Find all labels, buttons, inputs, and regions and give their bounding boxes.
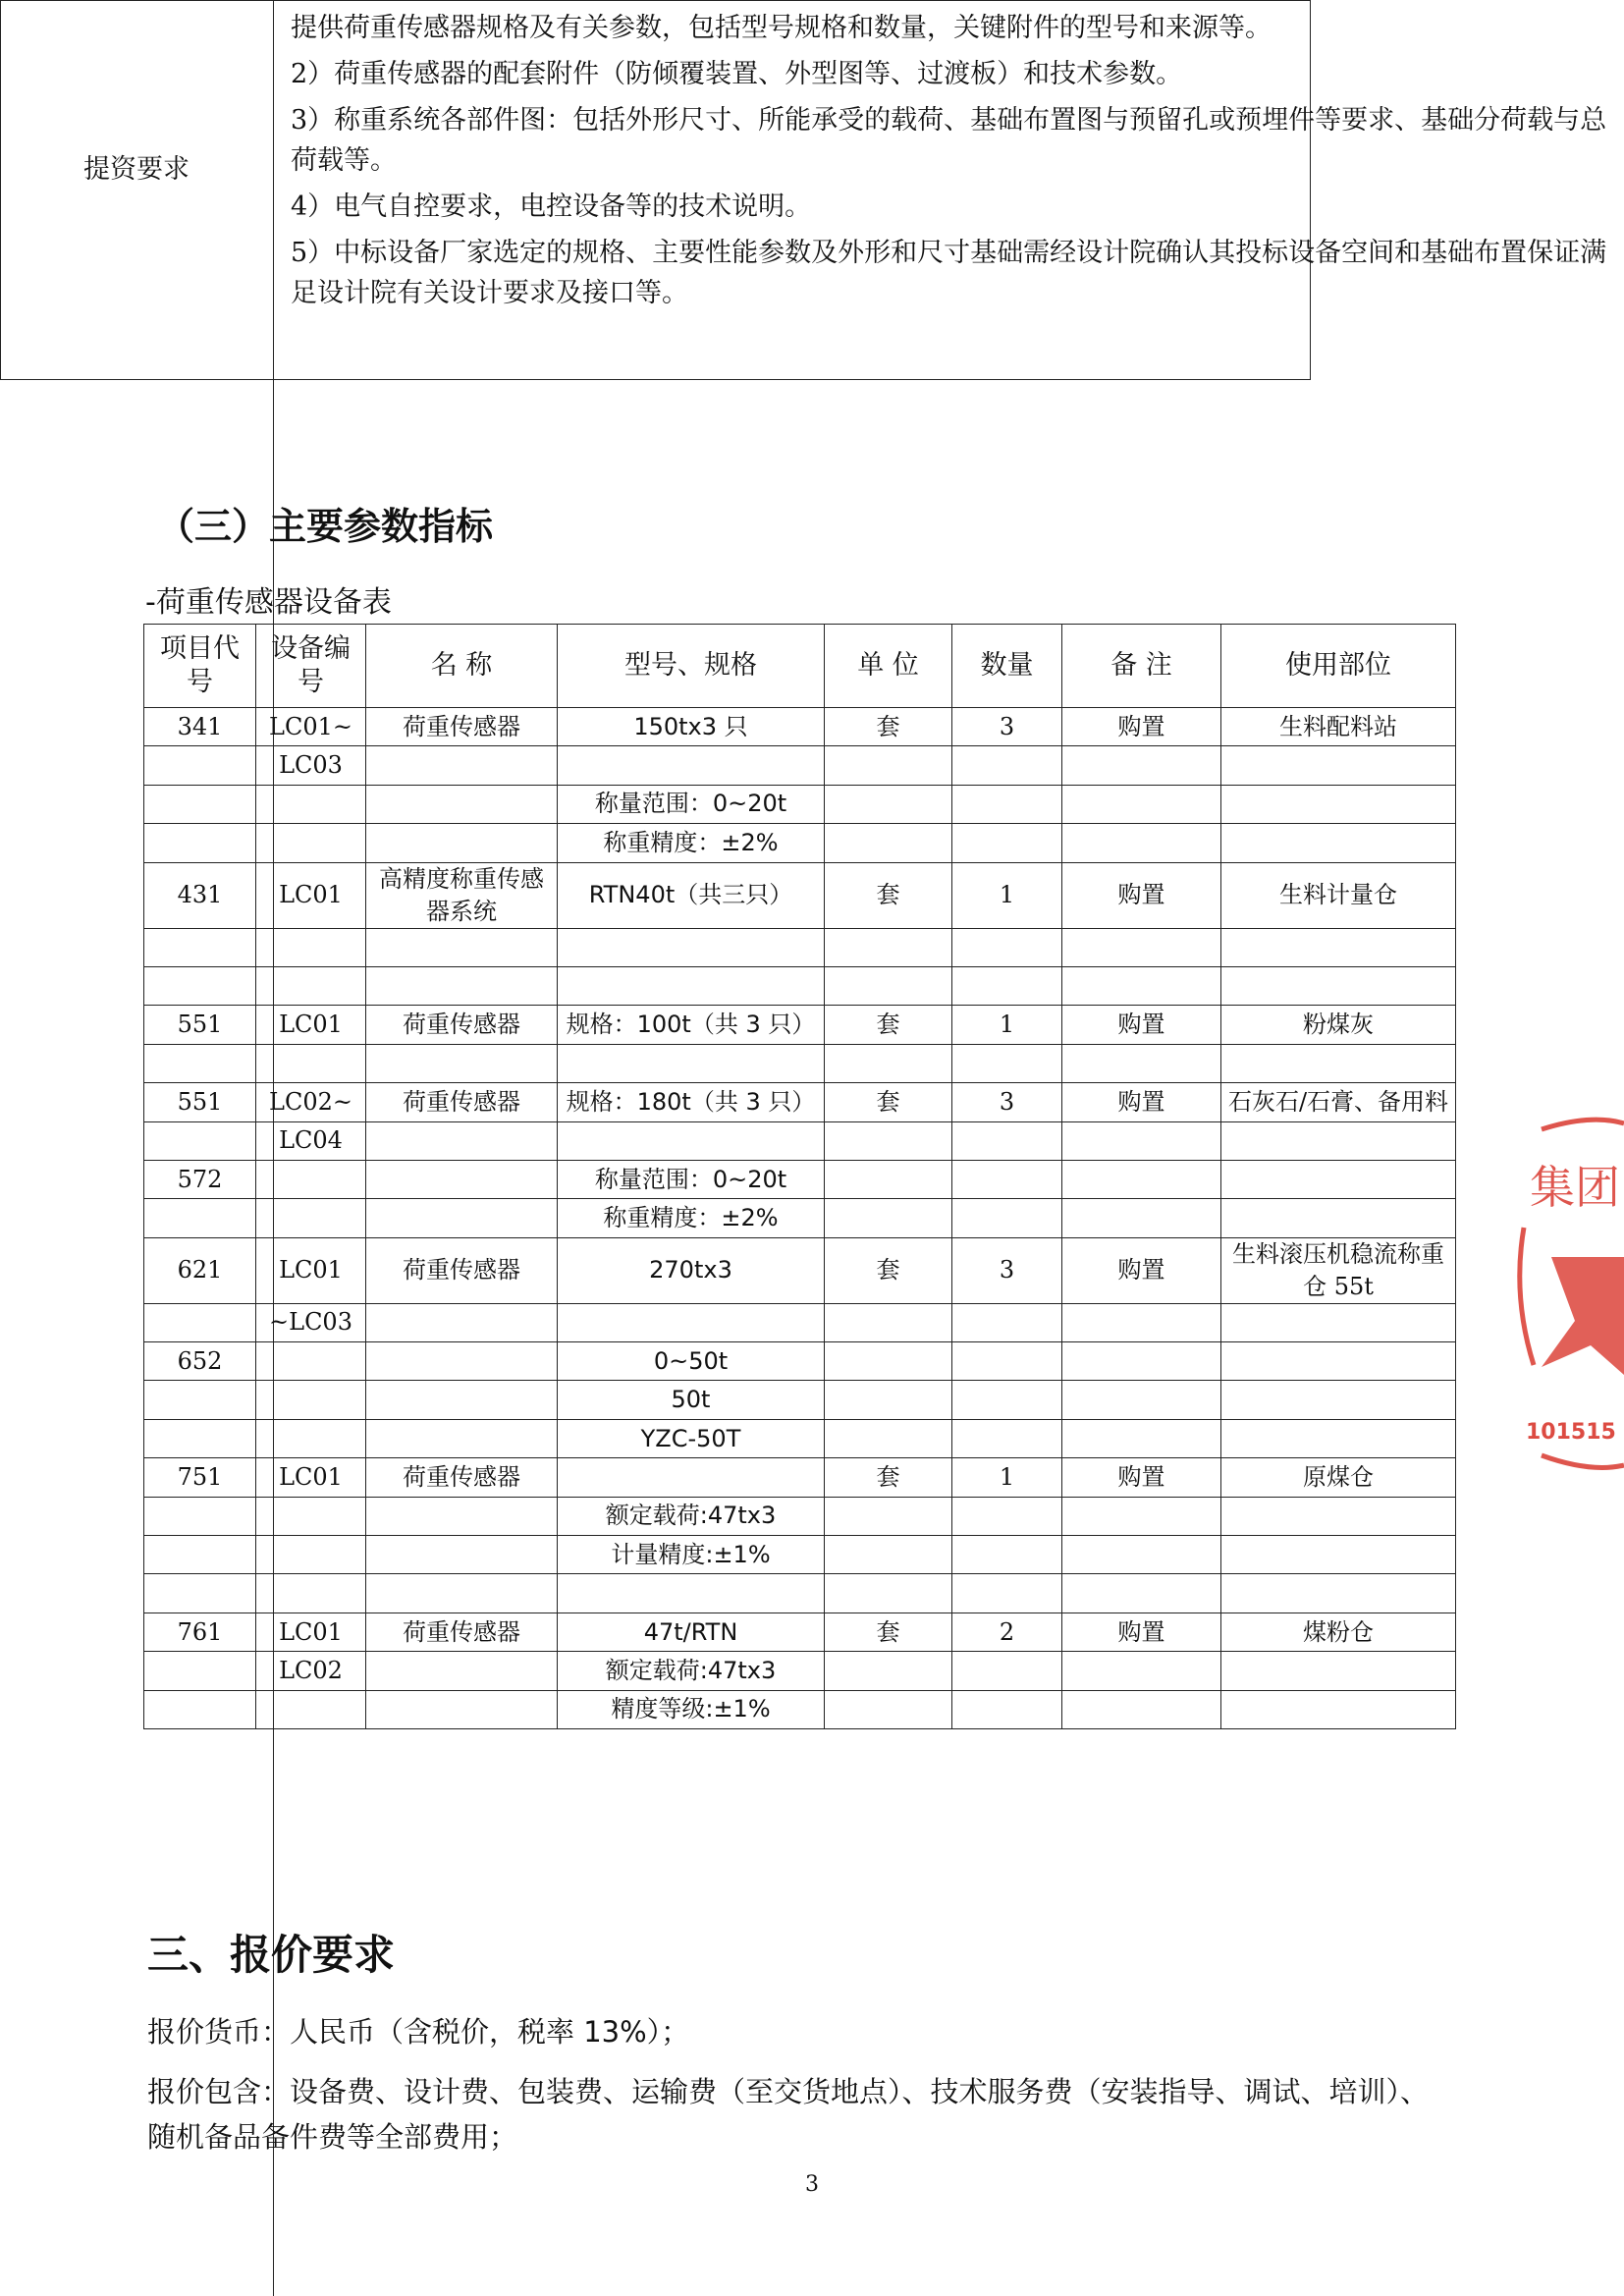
cell-equipment-no: LC02: [256, 1652, 366, 1690]
cell-unit: [825, 824, 952, 862]
cell-model-spec: [558, 928, 825, 966]
cell-location: [1221, 1419, 1456, 1457]
cell-remark: [1062, 966, 1221, 1005]
cell-quantity: 3: [952, 1083, 1062, 1121]
submission-items: [291, 8, 1612, 319]
cell-project-code: 751: [144, 1458, 256, 1497]
cell-location: [1221, 1574, 1456, 1613]
cell-quantity: [952, 1044, 1062, 1082]
seal-text: 集团: [1530, 1161, 1620, 1214]
table-title: -荷重传感器设备表: [145, 585, 392, 620]
section-heading: （三）主要参数指标: [157, 505, 494, 548]
cell-model-spec: 称重精度：±2%: [558, 824, 825, 862]
cell-remark: [1062, 1381, 1221, 1419]
cell-equipment-no: [256, 1574, 366, 1613]
cell-location: [1221, 1121, 1456, 1160]
cell-location: 粉煤灰: [1221, 1006, 1456, 1044]
cell-quantity: [952, 1303, 1062, 1341]
cell-equipment-no: [256, 1342, 366, 1381]
submission-label: 提资要求: [83, 154, 189, 185]
table-row: [144, 928, 1456, 966]
cell-project-code: [144, 966, 256, 1005]
cell-name: [366, 928, 558, 966]
cell-model-spec: 规格：100t（共 3 只）: [558, 1006, 825, 1044]
header-project-code: 项目代号: [144, 625, 256, 708]
cell-equipment-no: [256, 928, 366, 966]
table-row: [144, 862, 1456, 928]
load-cell-equipment-table: [143, 624, 1456, 1729]
table-row: [144, 1199, 1456, 1237]
cell-location: [1221, 785, 1456, 823]
cell-location: [1221, 1652, 1456, 1690]
cell-quantity: [952, 928, 1062, 966]
cell-quantity: [952, 824, 1062, 862]
cell-quantity: [952, 1419, 1062, 1457]
cell-model-spec: 计量精度:±1%: [558, 1536, 825, 1574]
cell-project-code: [144, 1690, 256, 1728]
cell-project-code: [144, 746, 256, 785]
cell-model-spec: 称重精度：±2%: [558, 1199, 825, 1237]
submission-item: 提供荷重传感器规格及有关参数，包括型号规格和数量，关键附件的型号和来源等。: [291, 13, 1272, 43]
cell-equipment-no: [256, 966, 366, 1005]
cell-equipment-no: [256, 1536, 366, 1574]
cell-model-spec: RTN40t（共三只）: [558, 862, 825, 928]
cell-name: [366, 1199, 558, 1237]
table-row: [144, 1574, 1456, 1613]
cell-name: 荷重传感器: [366, 1458, 558, 1497]
cell-unit: 套: [825, 1083, 952, 1121]
cell-location: [1221, 1497, 1456, 1535]
cell-project-code: [144, 1381, 256, 1419]
cell-name: [366, 824, 558, 862]
cell-project-code: 761: [144, 1613, 256, 1651]
cell-quantity: [952, 785, 1062, 823]
cell-name: 荷重传感器: [366, 1237, 558, 1303]
cell-remark: [1062, 928, 1221, 966]
cell-location: [1221, 966, 1456, 1005]
submission-requirements-box: [0, 0, 1607, 380]
cell-model-spec: 称量范围：0~20t: [558, 1160, 825, 1198]
cell-unit: [825, 746, 952, 785]
table-row: [144, 1497, 1456, 1535]
cell-quantity: [952, 1121, 1062, 1160]
cell-unit: 套: [825, 1613, 952, 1651]
cell-unit: 套: [825, 1006, 952, 1044]
cell-remark: [1062, 1574, 1221, 1613]
table-row: [144, 966, 1456, 1005]
cell-model-spec: 额定载荷:47tx3: [558, 1497, 825, 1535]
cell-location: [1221, 1342, 1456, 1381]
table-row: [144, 1536, 1456, 1574]
cell-model-spec: [558, 1458, 825, 1497]
cell-model-spec: 150tx3 只: [558, 708, 825, 746]
cell-unit: 套: [825, 862, 952, 928]
cell-quantity: [952, 1652, 1062, 1690]
cell-location: [1221, 1381, 1456, 1419]
company-seal-stamp: [1512, 1110, 1624, 1483]
table-row: [144, 1342, 1456, 1381]
cell-location: 生料滚压机稳流称重仓 55t: [1221, 1237, 1456, 1303]
table-row: [144, 1613, 1456, 1651]
cell-equipment-no: [256, 1419, 366, 1457]
cell-unit: [825, 1574, 952, 1613]
cell-name: [366, 1381, 558, 1419]
cell-name: [366, 1536, 558, 1574]
cell-location: [1221, 1303, 1456, 1341]
cell-name: [366, 746, 558, 785]
cell-project-code: [144, 1121, 256, 1160]
cell-unit: [825, 1342, 952, 1381]
table-header-row: [144, 625, 1456, 708]
cell-project-code: [144, 1044, 256, 1082]
seal-number: 101515: [1526, 1420, 1616, 1445]
cell-remark: [1062, 1652, 1221, 1690]
cell-quantity: 3: [952, 1237, 1062, 1303]
cell-project-code: [144, 1419, 256, 1457]
cell-quantity: [952, 1497, 1062, 1535]
cell-unit: 套: [825, 708, 952, 746]
cell-name: 荷重传感器: [366, 1613, 558, 1651]
cell-model-spec: 50t: [558, 1381, 825, 1419]
cell-project-code: [144, 1652, 256, 1690]
cell-location: [1221, 1044, 1456, 1082]
cell-name: [366, 1652, 558, 1690]
cell-model-spec: 规格：180t（共 3 只）: [558, 1083, 825, 1121]
cell-name: 荷重传感器: [366, 708, 558, 746]
cell-unit: [825, 1690, 952, 1728]
header-model-spec: 型号、规格: [558, 625, 825, 708]
cell-project-code: 551: [144, 1006, 256, 1044]
cell-location: [1221, 1199, 1456, 1237]
cell-unit: [825, 1303, 952, 1341]
cell-remark: 购置: [1062, 1458, 1221, 1497]
cell-project-code: [144, 785, 256, 823]
cell-remark: [1062, 1121, 1221, 1160]
header-quantity: 数量: [952, 625, 1062, 708]
cell-unit: 套: [825, 1237, 952, 1303]
cell-remark: 购置: [1062, 708, 1221, 746]
cell-equipment-no: LC03: [256, 746, 366, 785]
cell-remark: [1062, 1497, 1221, 1535]
cell-remark: [1062, 1303, 1221, 1341]
cell-quantity: 1: [952, 1458, 1062, 1497]
cell-unit: [825, 1381, 952, 1419]
cell-equipment-no: [256, 824, 366, 862]
cell-name: 荷重传感器: [366, 1006, 558, 1044]
table-row: [144, 1652, 1456, 1690]
cell-project-code: [144, 1199, 256, 1237]
cell-unit: [825, 785, 952, 823]
header-equipment-no: 设备编号: [256, 625, 366, 708]
cell-unit: [825, 1044, 952, 1082]
cell-remark: 购置: [1062, 1237, 1221, 1303]
table-row: [144, 1303, 1456, 1341]
submission-item: 2）荷重传感器的配套附件（防倾覆装置、外型图等、过渡板）和技术参数。: [291, 59, 1183, 89]
cell-name: [366, 1121, 558, 1160]
cell-model-spec: [558, 1303, 825, 1341]
cell-model-spec: [558, 746, 825, 785]
cell-project-code: 341: [144, 708, 256, 746]
cell-project-code: [144, 824, 256, 862]
cell-model-spec: 47t/RTN: [558, 1613, 825, 1651]
cell-model-spec: 270tx3: [558, 1237, 825, 1303]
cell-remark: [1062, 1536, 1221, 1574]
cell-name: [366, 1574, 558, 1613]
cell-remark: [1062, 1690, 1221, 1728]
cell-location: [1221, 928, 1456, 966]
table-row: [144, 1237, 1456, 1303]
cell-equipment-no: LC01: [256, 1613, 366, 1651]
cell-unit: [825, 928, 952, 966]
cell-unit: [825, 1536, 952, 1574]
cell-equipment-no: [256, 1381, 366, 1419]
header-remark: 备 注: [1062, 625, 1221, 708]
cell-project-code: 431: [144, 862, 256, 928]
cell-model-spec: 称量范围：0~20t: [558, 785, 825, 823]
cell-remark: 购置: [1062, 1083, 1221, 1121]
cell-project-code: [144, 1536, 256, 1574]
cell-quantity: 2: [952, 1613, 1062, 1651]
cell-remark: [1062, 1044, 1221, 1082]
cell-project-code: 621: [144, 1237, 256, 1303]
cell-name: [366, 1303, 558, 1341]
cell-location: [1221, 824, 1456, 862]
cell-equipment-no: LC02~: [256, 1083, 366, 1121]
cell-model-spec: [558, 1574, 825, 1613]
cell-project-code: 572: [144, 1160, 256, 1198]
cell-project-code: [144, 1497, 256, 1535]
cell-quantity: [952, 1574, 1062, 1613]
header-name: 名 称: [366, 625, 558, 708]
cell-project-code: 652: [144, 1342, 256, 1381]
header-location: 使用部位: [1221, 625, 1456, 708]
cell-model-spec: 0~50t: [558, 1342, 825, 1381]
cell-location: 石灰石/石膏、备用料: [1221, 1083, 1456, 1121]
cell-name: [366, 1419, 558, 1457]
cell-equipment-no: [256, 1497, 366, 1535]
table-row: [144, 1121, 1456, 1160]
table-row: [144, 1044, 1456, 1082]
quote-includes: 报价包含：设备费、设计费、包装费、运输费（至交货地点）、技术服务费（安装指导、调试、培训）、随机备品备件费等全部费用；: [147, 2075, 1430, 2154]
cell-name: [366, 966, 558, 1005]
cell-remark: [1062, 824, 1221, 862]
cell-quantity: [952, 1160, 1062, 1198]
cell-remark: [1062, 1419, 1221, 1457]
cell-location: [1221, 1160, 1456, 1198]
quote-currency: 报价货币：人民币（含税价，税率 13%）；: [147, 2015, 690, 2049]
cell-model-spec: [558, 1121, 825, 1160]
cell-model-spec: 精度等级:±1%: [558, 1690, 825, 1728]
table-row: [144, 785, 1456, 823]
cell-model-spec: 额定载荷:47tx3: [558, 1652, 825, 1690]
cell-project-code: [144, 1303, 256, 1341]
cell-remark: [1062, 1160, 1221, 1198]
table-row: [144, 1006, 1456, 1044]
cell-location: 原煤仓: [1221, 1458, 1456, 1497]
cell-unit: [825, 1199, 952, 1237]
cell-location: [1221, 1536, 1456, 1574]
cell-equipment-no: LC01~: [256, 708, 366, 746]
cell-unit: 套: [825, 1458, 952, 1497]
cell-equipment-no: LC01: [256, 1458, 366, 1497]
cell-quantity: 1: [952, 1006, 1062, 1044]
table-row: [144, 1083, 1456, 1121]
cell-unit: [825, 1652, 952, 1690]
cell-equipment-no: [256, 785, 366, 823]
cell-unit: [825, 1121, 952, 1160]
table-row: [144, 1381, 1456, 1419]
cell-model-spec: YZC-50T: [558, 1419, 825, 1457]
cell-project-code: [144, 1574, 256, 1613]
table-row: [144, 746, 1456, 785]
cell-name: [366, 1342, 558, 1381]
cell-equipment-no: ~LC03: [256, 1303, 366, 1341]
cell-quantity: [952, 1381, 1062, 1419]
cell-equipment-no: LC04: [256, 1121, 366, 1160]
cell-remark: [1062, 746, 1221, 785]
cell-equipment-no: [256, 1044, 366, 1082]
submission-item: 4）电气自控要求，电控设备等的技术说明。: [291, 191, 812, 222]
cell-equipment-no: [256, 1160, 366, 1198]
cell-location: [1221, 1690, 1456, 1728]
cell-model-spec: [558, 1044, 825, 1082]
table-row: [144, 1419, 1456, 1457]
cell-model-spec: [558, 966, 825, 1005]
cell-unit: [825, 1497, 952, 1535]
cell-name: [366, 1497, 558, 1535]
cell-remark: 购置: [1062, 1613, 1221, 1651]
cell-equipment-no: LC01: [256, 1006, 366, 1044]
cell-equipment-no: LC01: [256, 1237, 366, 1303]
cell-unit: [825, 1419, 952, 1457]
cell-remark: 购置: [1062, 862, 1221, 928]
cell-quantity: [952, 1199, 1062, 1237]
cell-quantity: 1: [952, 862, 1062, 928]
table-row: [144, 1690, 1456, 1728]
table-row: [144, 824, 1456, 862]
cell-name: [366, 1160, 558, 1198]
cell-name: 荷重传感器: [366, 1083, 558, 1121]
table-row: [144, 1160, 1456, 1198]
table-row: [144, 1458, 1456, 1497]
cell-location: [1221, 746, 1456, 785]
cell-location: 生料计量仓: [1221, 862, 1456, 928]
cell-name: 高精度称重传感器系统: [366, 862, 558, 928]
cell-location: 煤粉仓: [1221, 1613, 1456, 1651]
cell-quantity: [952, 746, 1062, 785]
cell-project-code: [144, 928, 256, 966]
cell-quantity: [952, 1342, 1062, 1381]
cell-project-code: 551: [144, 1083, 256, 1121]
submission-item: 3）称重系统各部件图：包括外形尺寸、所能承受的载荷、基础布置图与预留孔或预埋件等要求、基础分荷载与总荷载等。: [291, 105, 1607, 176]
cell-equipment-no: LC01: [256, 862, 366, 928]
submission-item: 5）中标设备厂家选定的规格、主要性能参数及外形和尺寸基础需经设计院确认其投标设备空间和基础布置保证满足设计院有关设计要求及接口等。: [291, 238, 1607, 308]
quote-heading: 三、报价要求: [147, 1931, 396, 1979]
cell-remark: 购置: [1062, 1006, 1221, 1044]
cell-name: [366, 785, 558, 823]
cell-remark: [1062, 1199, 1221, 1237]
table-row: [144, 708, 1456, 746]
cell-quantity: [952, 1536, 1062, 1574]
cell-equipment-no: [256, 1690, 366, 1728]
cell-name: [366, 1044, 558, 1082]
cell-equipment-no: [256, 1199, 366, 1237]
cell-unit: [825, 966, 952, 1005]
cell-remark: [1062, 785, 1221, 823]
cell-unit: [825, 1160, 952, 1198]
header-unit: 单 位: [825, 625, 952, 708]
cell-remark: [1062, 1342, 1221, 1381]
page-number: 3: [805, 2172, 819, 2197]
cell-quantity: 3: [952, 708, 1062, 746]
cell-quantity: [952, 966, 1062, 1005]
table-body: [144, 708, 1456, 1729]
cell-quantity: [952, 1690, 1062, 1728]
cell-name: [366, 1690, 558, 1728]
cell-location: 生料配料站: [1221, 708, 1456, 746]
